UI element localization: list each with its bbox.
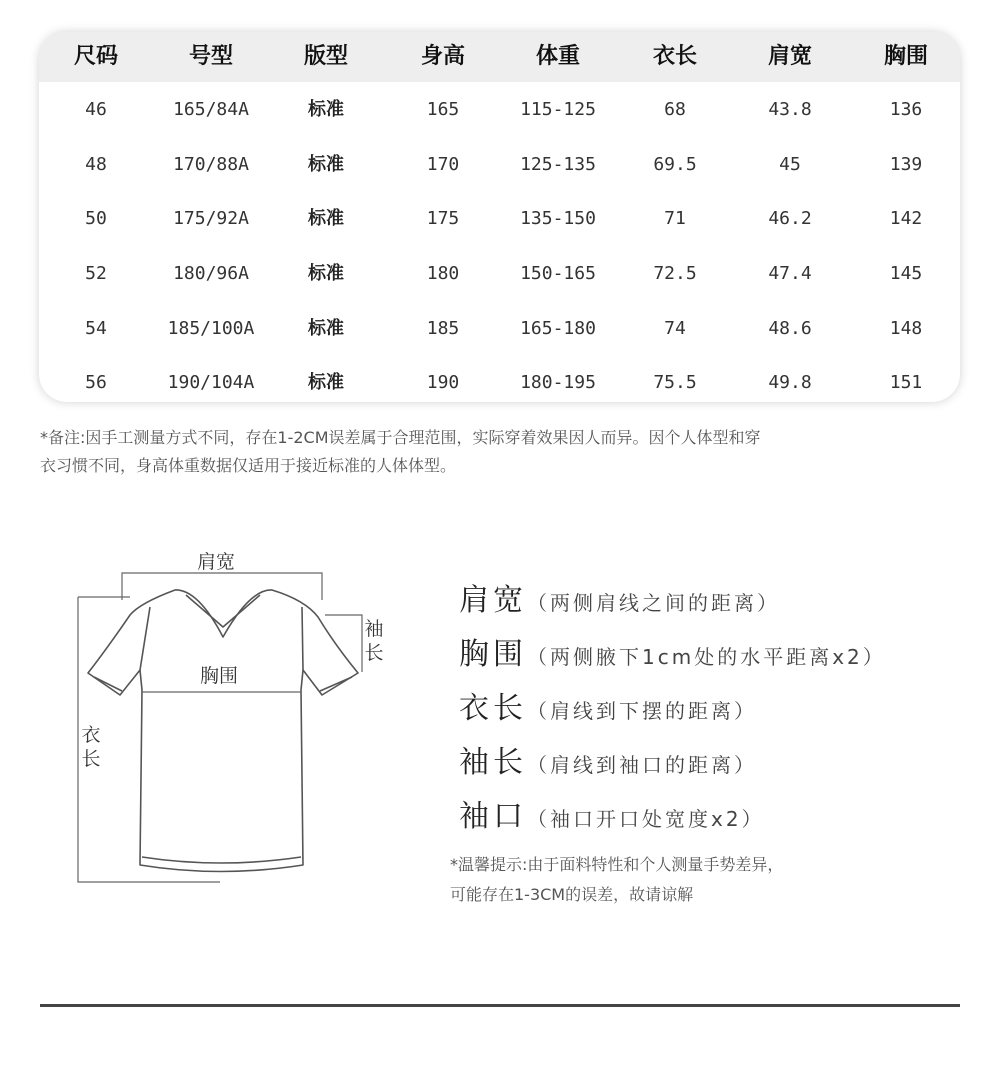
column-header: 尺码 bbox=[73, 44, 118, 69]
table-cell: 185/100A bbox=[167, 318, 255, 339]
note-line-2: 衣习惯不同，身高体重数据仅适用于接近标准的人体体型。 bbox=[40, 456, 457, 475]
tshirt-outline-icon bbox=[70, 545, 400, 890]
size-table bbox=[39, 32, 960, 402]
table-cell: 136 bbox=[889, 99, 923, 120]
table-cell: 71 bbox=[664, 208, 686, 229]
table-cell: 125-135 bbox=[520, 154, 596, 175]
column-header: 身高 bbox=[420, 44, 465, 69]
table-cell: 180/96A bbox=[173, 263, 249, 284]
table-cell: 47.4 bbox=[768, 263, 812, 284]
table-cell: 69.5 bbox=[653, 154, 697, 175]
table-cell: 标准 bbox=[308, 154, 344, 175]
table-cell: 46.2 bbox=[768, 208, 812, 229]
table-cell: 43.8 bbox=[768, 99, 812, 120]
definition-item: 衣长（肩线到下摆的距离） bbox=[459, 691, 757, 726]
table-cell: 135-150 bbox=[520, 208, 596, 229]
table-cell: 标准 bbox=[308, 372, 344, 393]
table-cell: 180-195 bbox=[520, 372, 596, 393]
table-cell: 46 bbox=[85, 99, 107, 120]
table-cell: 165-180 bbox=[520, 318, 596, 339]
table-cell: 标准 bbox=[308, 99, 344, 120]
size-table-header bbox=[39, 32, 960, 82]
definition-item: 袖口（袖口开口处宽度x2） bbox=[459, 799, 765, 834]
table-cell: 52 bbox=[85, 263, 107, 284]
diagram-chest-label: 胸围 bbox=[200, 665, 239, 687]
table-cell: 74 bbox=[664, 318, 686, 339]
diagram-sleeve-label: 袖 长 bbox=[364, 618, 384, 664]
column-header: 版型 bbox=[303, 44, 348, 69]
table-cell: 75.5 bbox=[653, 372, 697, 393]
definition-item: 胸围（两侧腋下1cm处的水平距离x2） bbox=[459, 637, 886, 672]
table-cell: 72.5 bbox=[653, 263, 697, 284]
table-cell: 185 bbox=[426, 318, 460, 339]
table-cell: 标准 bbox=[308, 263, 344, 284]
table-cell: 115-125 bbox=[520, 99, 596, 120]
table-cell: 190/104A bbox=[167, 372, 255, 393]
definition-item: 袖长（肩线到袖口的距离） bbox=[459, 745, 757, 780]
column-header: 肩宽 bbox=[767, 44, 812, 69]
table-cell: 145 bbox=[889, 263, 923, 284]
tshirt-diagram bbox=[70, 545, 400, 890]
table-cell: 165 bbox=[426, 99, 460, 120]
table-cell: 175/92A bbox=[173, 208, 249, 229]
table-cell: 标准 bbox=[308, 318, 344, 339]
table-cell: 190 bbox=[426, 372, 460, 393]
measurement-note bbox=[40, 424, 970, 480]
column-header: 衣长 bbox=[652, 44, 697, 69]
table-cell: 170 bbox=[426, 154, 460, 175]
table-cell: 50 bbox=[85, 208, 107, 229]
table-cell: 54 bbox=[85, 318, 107, 339]
table-cell: 150-165 bbox=[520, 263, 596, 284]
definition-item: 肩宽（两侧肩线之间的距离） bbox=[459, 583, 780, 618]
tip-line-2: 可能存在1-3CM的误差，故请谅解 bbox=[450, 885, 694, 904]
note-line-1: *备注:因手工测量方式不同，存在1-2CM误差属于合理范围，实际穿着效果因人而异。因个人体型和穿 bbox=[40, 428, 761, 447]
table-cell: 49.8 bbox=[768, 372, 812, 393]
table-cell: 175 bbox=[426, 208, 460, 229]
table-cell: 139 bbox=[889, 154, 923, 175]
table-cell: 48 bbox=[85, 154, 107, 175]
table-cell: 148 bbox=[889, 318, 923, 339]
table-cell: 45 bbox=[779, 154, 801, 175]
table-cell: 180 bbox=[426, 263, 460, 284]
diagram-shoulder-label: 肩宽 bbox=[197, 551, 236, 573]
tip-note bbox=[450, 850, 783, 910]
column-header: 体重 bbox=[535, 44, 580, 69]
table-cell: 56 bbox=[85, 372, 107, 393]
table-cell: 48.6 bbox=[768, 318, 812, 339]
column-header: 号型 bbox=[188, 44, 233, 69]
table-cell: 142 bbox=[889, 208, 923, 229]
divider bbox=[40, 1004, 960, 1007]
table-cell: 68 bbox=[664, 99, 686, 120]
table-cell: 151 bbox=[889, 372, 923, 393]
measurement-definitions bbox=[459, 575, 886, 845]
tip-line-1: *温馨提示:由于面料特性和个人测量手势差异， bbox=[450, 855, 784, 874]
diagram-length-label: 衣 长 bbox=[81, 724, 101, 770]
table-cell: 170/88A bbox=[173, 154, 249, 175]
table-cell: 165/84A bbox=[173, 99, 249, 120]
table-cell: 标准 bbox=[308, 208, 344, 229]
column-header: 胸围 bbox=[883, 44, 928, 69]
